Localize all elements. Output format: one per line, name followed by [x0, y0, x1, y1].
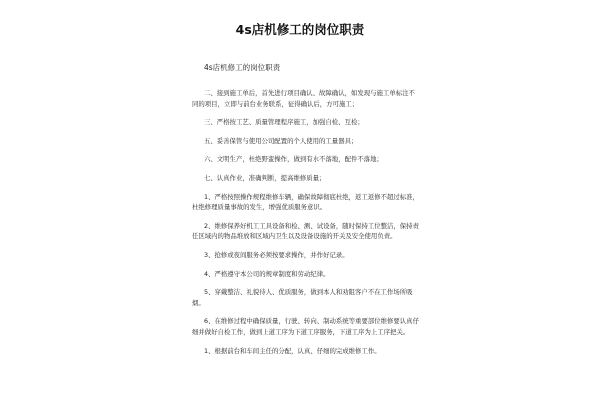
paragraph: 2、维修保养好机工工具设备和检、测、试设备，随时保持工位整洁，保持责任区域内的物品堆放和区域内卫生以及设备设施的开关及安全使用负责。 — [192, 221, 419, 241]
paragraph: 3、抢修或夜间服务必须按要求操作，并作好记录。 — [204, 250, 349, 259]
document-body — [192, 62, 419, 364]
paragraph: 4、严格遵守本公司的规章制度和劳动纪律。 — [204, 269, 330, 278]
paragraph: 三、严格按工艺、质量管理程序施工，加强自检、互检； — [204, 118, 364, 127]
paragraph: 七、认真作业，准确判断，提高维修质量； — [204, 173, 326, 182]
paragraph: 6、在维修过程中确保质量，行驶、转向、制动系统等重要部位维修要认真仔细并做好自检工作，做到上道工序为下道工序服务，下道工序为上工序把关。 — [192, 317, 419, 336]
paragraph: 六、文明生产，杜绝野蛮操作，做到有水不落地，配件不落地； — [204, 155, 383, 164]
document-title: 4s店机修工的岗位职责 — [235, 22, 365, 37]
paragraph: 1、根据前台和车间主任的分配，认真、仔细的完成维修工作。 — [204, 346, 381, 355]
paragraph: 二、接到施工单后，首先进行项目确认、故障确认，如发现与施工单标注不同的项目，立即与前台业务联系，征得确认后，方可施工； — [192, 89, 415, 108]
paragraph: 1、严格按照操作规程维修车辆，确保故障彻底杜绝，返工返修不超过标准，杜绝修理质量事故的发生，增强优质服务意识。 — [192, 192, 419, 212]
paragraph: 5、穿戴整洁、礼貌待人、优质服务，做到本人和劝阻客户不在工作场所吸烟。 — [192, 288, 413, 307]
paragraph: 五、妥善保管与使用公司配置的个人使用的工量器具； — [204, 136, 358, 145]
document-subtitle: 4s店机修工的岗位职责 — [204, 63, 281, 72]
